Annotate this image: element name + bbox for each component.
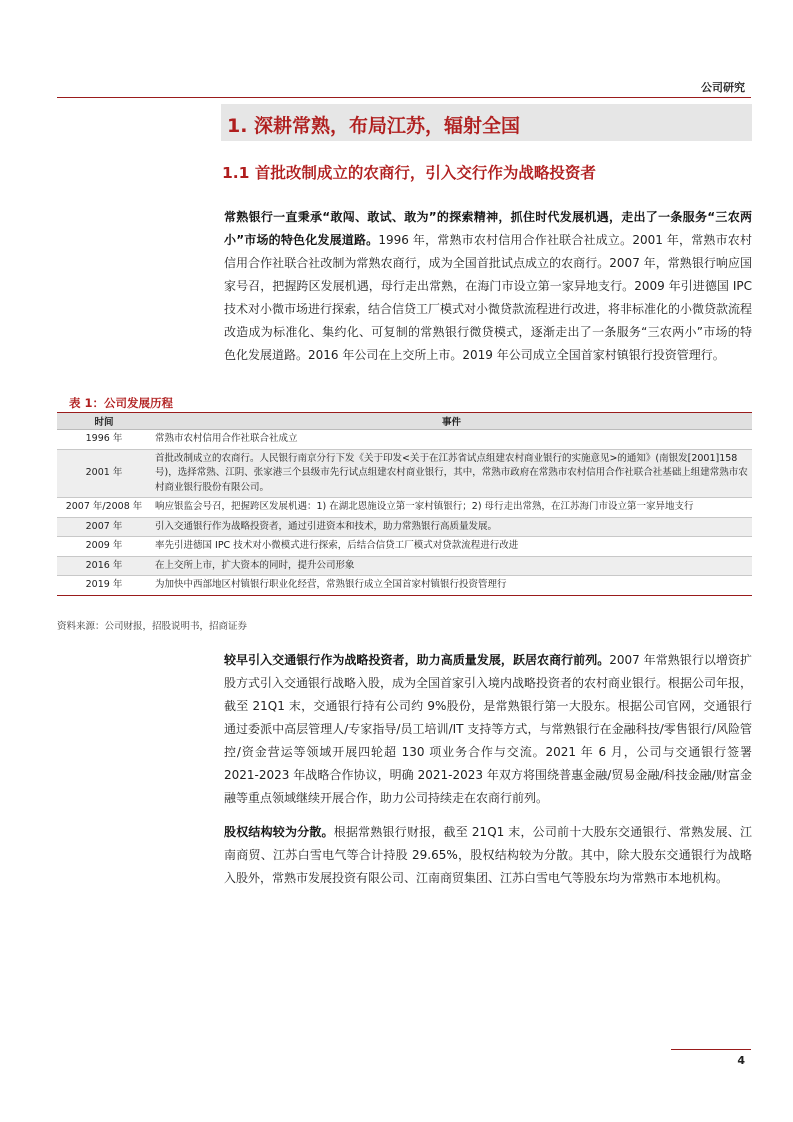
table-cell-event: 为加快中西部地区村镇银行职业化经营，常熟银行成立全国首家村镇银行投资管理行 [155, 579, 507, 590]
section-heading-bar [221, 104, 752, 141]
header-divider [57, 97, 751, 98]
paragraph-3 [224, 821, 752, 890]
table-row [57, 556, 752, 576]
table-title: 表 1：公司发展历程 [69, 396, 174, 410]
paragraph-1-body: 1996 年，常熟市农村信用合作社联合社成立。2001 年，常熟市农村信用合作社联合社改制为常熟农商行，成为全国首批试点成立的农商行。2007 年，常熟银行响应国家号召，把握跨区发展机遇，母行走出常熟，在海门市设立第一家异地支行。2009 年引进德国 IPC 技术对小微市场进行探索，结合信贷工厂模式对小微贷款流程进行改进，将非标准化的小微贷款流程改造成为标准化、集约化、可复制的常熟银行微贷模式，逐渐走出了一条服务“三农两小”市场的特色化发展道路。2016 年公司在上交所上市。2019 年公司成立全国首家村镇银行投资管理行。 [224, 233, 753, 362]
history-table [57, 412, 752, 596]
paragraph-2-lead: 较早引入交通银行作为战略投资者，助力高质量发展，跃居农商行前列。 [224, 653, 610, 667]
table-row [57, 498, 752, 518]
footer-divider [671, 1049, 751, 1050]
paragraph-1 [224, 206, 752, 367]
subsection-heading: 1.1 首批改制成立的农商行，引入交行作为战略投资者 [222, 164, 596, 182]
paragraph-1-lead: 常熟银行一直秉承“敢闯、敢试、敢为”的探索精神，抓住时代发展机遇，走出了一条服务“三农两小”市场的特色化发展道路。 [224, 210, 752, 247]
table-header-time: 时间 [57, 413, 151, 430]
table-row [57, 576, 752, 596]
paragraph-3-body: 根据常熟银行财报，截至 21Q1 末，公司前十大股东交通银行、常熟发展、江南商贸、江苏白雪电气等合计持股 29.65%，股权结构较为分散。其中，除大股东交通银行为战略入股外，常熟市发展投资有限公司、江南商贸集团、江苏白雪电气等股东均为常熟市本地机构。 [224, 825, 752, 885]
table-row [57, 537, 752, 557]
table-cell-year: 2007 年 [57, 517, 151, 537]
header-tag: 公司研究 [701, 81, 745, 94]
paragraph-2 [224, 649, 752, 810]
table-cell-year: 2019 年 [85, 579, 123, 590]
table-cell-year: 1996 年 [85, 433, 123, 444]
paragraph-3-lead: 股权结构较为分散。 [224, 825, 334, 839]
table-cell-event: 引入交通银行作为战略投资者，通过引进资本和技术，助力常熟银行高质量发展。 [151, 517, 752, 537]
table-cell-year: 2001 年 [57, 449, 151, 498]
table-row [57, 430, 752, 450]
table-cell-event: 在上交所上市，扩大资本的同时，提升公司形象 [151, 556, 752, 576]
table-cell-year: 2009 年 [85, 540, 123, 551]
table-header-event: 事件 [151, 413, 752, 430]
table-cell-event: 响应银监会号召，把握跨区发展机遇：1) 在湖北恩施设立第一家村镇银行；2) 母行走出常熟，在江苏海门市设立第一家异地支行 [155, 501, 694, 512]
table-row [57, 517, 752, 537]
table-cell-year: 2016 年 [57, 556, 151, 576]
table-cell-year: 2007 年/2008 年 [65, 501, 143, 512]
table-cell-event: 常熟市农村信用合作社联合社成立 [155, 433, 298, 444]
page-number: 4 [737, 1054, 745, 1067]
table-cell-event: 首批改制成立的农商行。人民银行南京分行下发《关于印发<关于在江苏省试点组建农村商业银行的实施意见>的通知》(南银发[2001]158 号)，选择常熟、江阴、张家港三个县级市先行试点组建农村商业银行，其中，常熟市政府在常熟市农村信用合作社联合社基础上组建常熟市农村商业银行股份有限公司。 [151, 449, 752, 498]
table-header-row [57, 413, 752, 430]
section-heading: 1. 深耕常熟，布局江苏，辐射全国 [227, 115, 521, 137]
paragraph-2-body: 2007 年常熟银行以增资扩股方式引入交通银行战略入股，成为全国首家引入境内战略投资者的农村商业银行。根据公司年报，截至 21Q1 末，交通银行持有公司约 9%股份，是常熟银行第一大股东。根据公司官网，交通银行通过委派中高层管理人/专家指导/员工培训/IT 支持等方式，与常熟银行在金融科技/零售银行/风险管控/资金营运等领域开展四轮超 130 项业务合作与交流。2021 年 6 月，公司与交通银行签署 2021-2023 年战略合作协议，明确 2021-2023 年双方将围绕普惠金融/贸易金融/科技金融/财富金融等重点领域继续开展合作，助力公司持续走在农商行前列。 [224, 653, 753, 805]
table-cell-event: 率先引进德国 IPC 技术对小微模式进行探索，后结合信贷工厂模式对贷款流程进行改进 [155, 540, 519, 551]
table-row [57, 449, 752, 498]
table-source-note: 资料来源：公司财报，招股说明书，招商证券 [57, 621, 248, 632]
